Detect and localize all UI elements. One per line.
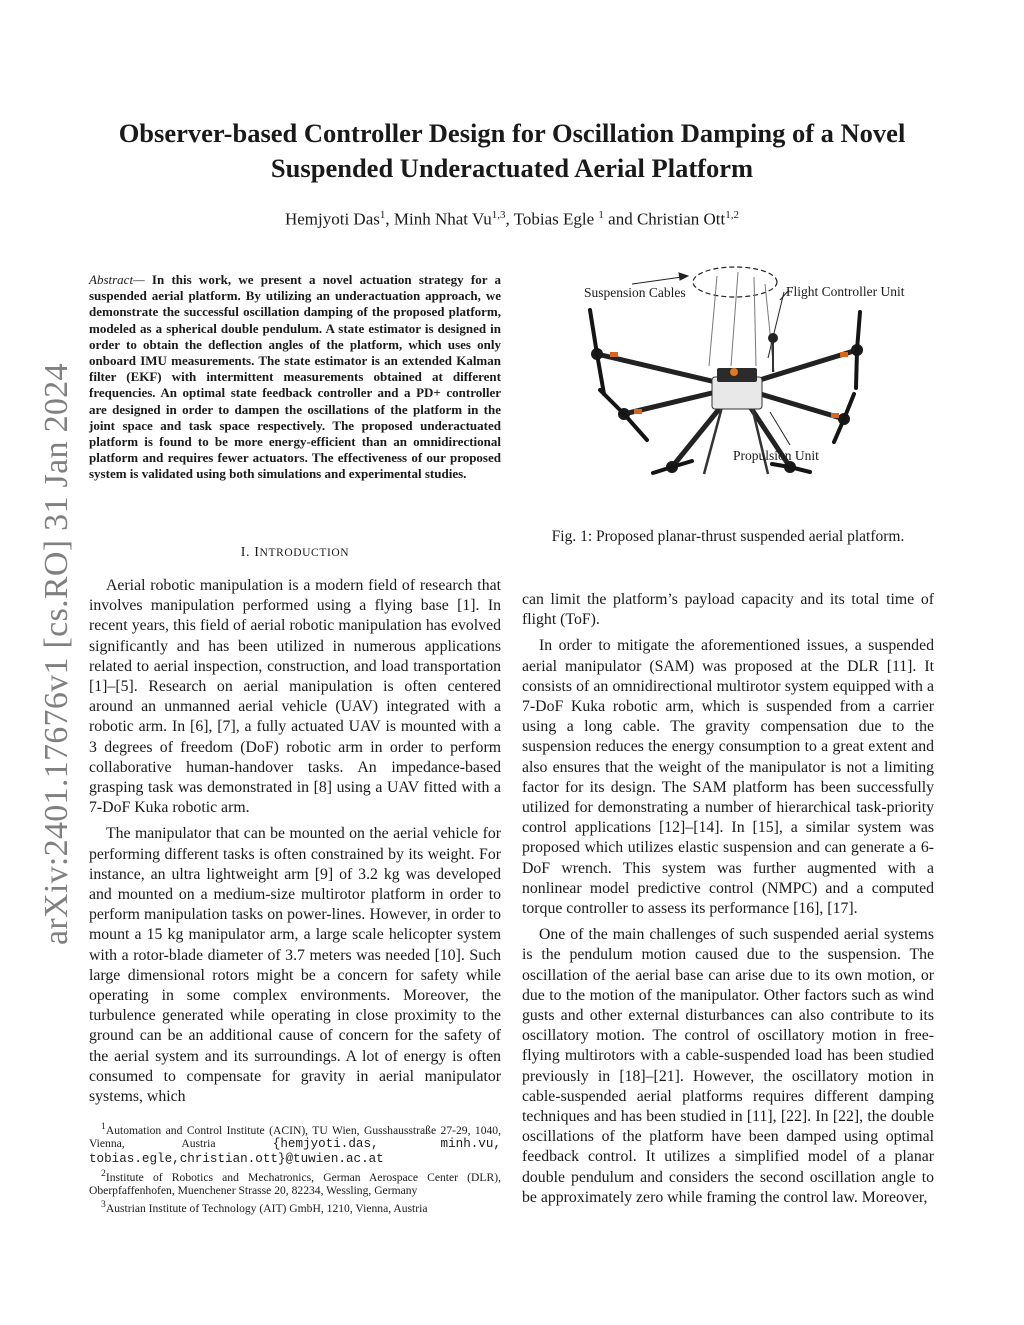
arxiv-identifier: arXiv:2401.17676v1 [cs.RO] 31 Jan 2024 — [38, 363, 75, 945]
author-affiliation: 1,2 — [725, 209, 740, 221]
author-name: Minh Nhat Vu — [393, 209, 492, 229]
footnote-marker: 3 — [101, 1198, 106, 1210]
author-affiliation: 1 — [379, 209, 386, 221]
author-name: Tobias Egle — [513, 209, 595, 229]
footnote-text: Automation and Control Institute (ACIN), TU Wien, Gusshausstraße 27-29, 1040, Vienna, Austria — [89, 1123, 501, 1151]
left-column-text — [89, 576, 501, 1107]
section-title-rest: NTRODUCTION — [259, 547, 350, 559]
footnote — [89, 1120, 501, 1167]
author-conjunction: and — [608, 209, 633, 229]
figure-1 — [522, 262, 934, 492]
footnote-email: {hemjyoti.das, minh.vu, tobias.egle,christian.ott}@tuwien.ac.at — [89, 1137, 501, 1167]
label-propulsion-unit: Propulsion Unit — [733, 448, 819, 463]
section-heading — [89, 545, 501, 561]
figure-caption: Fig. 1: Proposed planar-thrust suspended aerial platform. — [551, 528, 905, 545]
author-list: Hemjyoti Das$^1$, Minh Nhat Vu$^{1,3}$, Tobias Egle $^1$ and Christian Ott$^{1,2}$ — [284, 209, 740, 229]
gps-receiver — [768, 333, 778, 343]
author-affiliation: 1,3 — [491, 209, 506, 221]
section-number: I. — [240, 545, 251, 560]
paper-title: Observer-based Controller Design for Oscillation Damping of a Novel Suspended Underactuated Aerial Platform — [118, 118, 906, 183]
footnote-marker: 2 — [101, 1167, 106, 1179]
author-name: Christian Ott — [636, 209, 726, 229]
paragraph: The manipulator that can be mounted on the aerial vehicle for performing different tasks is often constrained by its weight. For instance, an ultra lightweight arm [9] of 3.2 kg was developed and mounted on a medium-size multirotor platform in order to perform manipulation tasks on power-lines. However, in order to mount a 15 kg manipulator arm, a large scale helicopter system with a rotor-blade diameter of 3.7 meters was needed [10]. Such large dimensional rotors might be a concern for safety while operating in some complex environments. Moreover, the turbulence generated while operating in close proximity to the ground can be an additional cause of concern for the safety of the aerial system and its surroundings. A lot of energy is often consumed to compensate for gravity in aerial manipulator systems, which — [89, 825, 501, 1106]
paragraph: can limit the platform’s payload capacity and its total time of flight (ToF). — [522, 591, 934, 629]
suspension-cables — [709, 272, 774, 372]
footnote-marker: 1 — [101, 1121, 106, 1132]
footnote-text: Institute of Robotics and Mechatronics, German Aerospace Center (DLR), Oberpfaffenhofen, Muenchener Strasse 20, 82234, Wessling, Germany — [89, 1170, 501, 1198]
footnote — [89, 1198, 501, 1215]
abstract-label: Abstract — [89, 272, 134, 287]
footnote-text: Austrian Institute of Technology (AIT) GmbH, 1210, Vienna, Austria — [105, 1201, 428, 1215]
label-flight-controller-unit: Flight Controller Unit — [786, 284, 905, 299]
author-name: Hemjyoti Das — [284, 209, 380, 229]
footnote — [89, 1167, 501, 1198]
right-column-text — [522, 590, 934, 1208]
paragraph: One of the main challenges of such suspended aerial systems is the pendulum motion caused due to the suspension. The oscillation of the aerial base can arise due to its own motion, or due to the motion of the manipulator. Other factors such as wind gusts and other external disturbances can also contribute to its oscillatory motion. The control of oscillatory motion in free-flying multirotors with a cable-suspended load has been studied previously in [18]–[21]. However, the oscillatory motion in cable-suspended aerial platforms requires different damping techniques and has been studied in [11], [22]. In [22], the double oscillations of the platform have been damped using optimal feedback control. It utilizes a simplified model of a planar double pendulum and considers the second oscillation angle to be approximately zero while framing the control law. Moreover, — [522, 926, 934, 1206]
paragraph: Aerial robotic manipulation is a modern field of research that involves manipulation performed using a flying base [1]. In recent years, this field of aerial robotic manipulation has evolved significantly and has been utilized in numerous applications related to aerial inspection, construction, and load transportation [1]–[5]. Research on aerial manipulation is often centered around an unmanned aerial vehicle (UAV) integrated with a robotic arm. In [6], [7], a fully actuated UAV is mounted with a 3 degrees of freedom (DoF) robotic arm in order to perform collaborative human-handover tasks. An impedance-based grasping task was demonstrated in [8] using a UAV fitted with a 7-DoF Kuka robotic arm. — [89, 577, 501, 817]
cable-highlight-ellipse — [693, 267, 777, 297]
author-affiliation: 1 — [598, 209, 604, 221]
abstract-text: In this work, we present a novel actuation strategy for a suspended aerial platform. By utilizing an underactuation approach, we demonstrate the successful oscillation damping of the proposed platform, modeled as a spherical double pendulum. A state estimator is designed in order to obtain the deflection angles of the platform, which uses only onboard IMU measurements. The state estimator is an extended Kalman filter (EKF) with intermittent measurements obtained at different frequencies. An optimal state feedback controller and a PD+ controller are designed in order to dampen the oscillations of the platform in the joint space and task space respectively. The proposed underactuated platform is found to be more energy-efficient than an omnidirectional platform and requires fewer actuators. The effectiveness of our proposed system is validated using both simulations and experimental studies. — [89, 272, 501, 482]
section-title-initial: I — [254, 545, 260, 560]
label-suspension-cables: Suspension Cables — [584, 285, 686, 300]
footnotes — [89, 1120, 501, 1215]
status-light — [730, 368, 738, 376]
abstract: Abstract— In this work, we present a novel actuation strategy for a suspended aerial platform. By utilizing an underactuation approach, we demonstrate the successful oscillation damping of the proposed platform, modeled as a spherical double pendulum. A state estimator is designed in order to obtain the deflection angles of the platform, which uses only onboard IMU measurements. The state estimator is an extended Kalman filter (EKF) with intermittent measurements obtained at different frequencies. An optimal state feedback controller and a PD+ controller are designed in order to dampen the oscillations of the platform in the joint space and task space respectively. The proposed underactuated platform is found to be more energy-efficient than an omnidirectional platform and requires fewer actuators. The effectiveness of our proposed system is validated using both simulations and experimental studies. — [89, 272, 501, 482]
paragraph: In order to mitigate the aforementioned issues, a suspended aerial manipulator (SAM) was proposed at the DLR [11]. It consists of an omnidirectional multirotor system equipped with a 7-DoF Kuka robotic arm, which is suspended from a carrier using a long cable. The gravity compensation due to the suspension reduces the energy consumption to a great extent and also ensures that the weight of the manipulator is not a limiting factor for its design. The SAM platform has been successfully utilized for demonstrating a number of hierarchical task-priority control applications [12]–[14]. In [15], a similar system was proposed which utilizes elastic suspension and can generate a 6-DoF wrench. This system was further augmented with a nonlinear model predictive control (NMPC) and a computed torque controller to assess its performance [16], [17]. — [522, 637, 934, 918]
